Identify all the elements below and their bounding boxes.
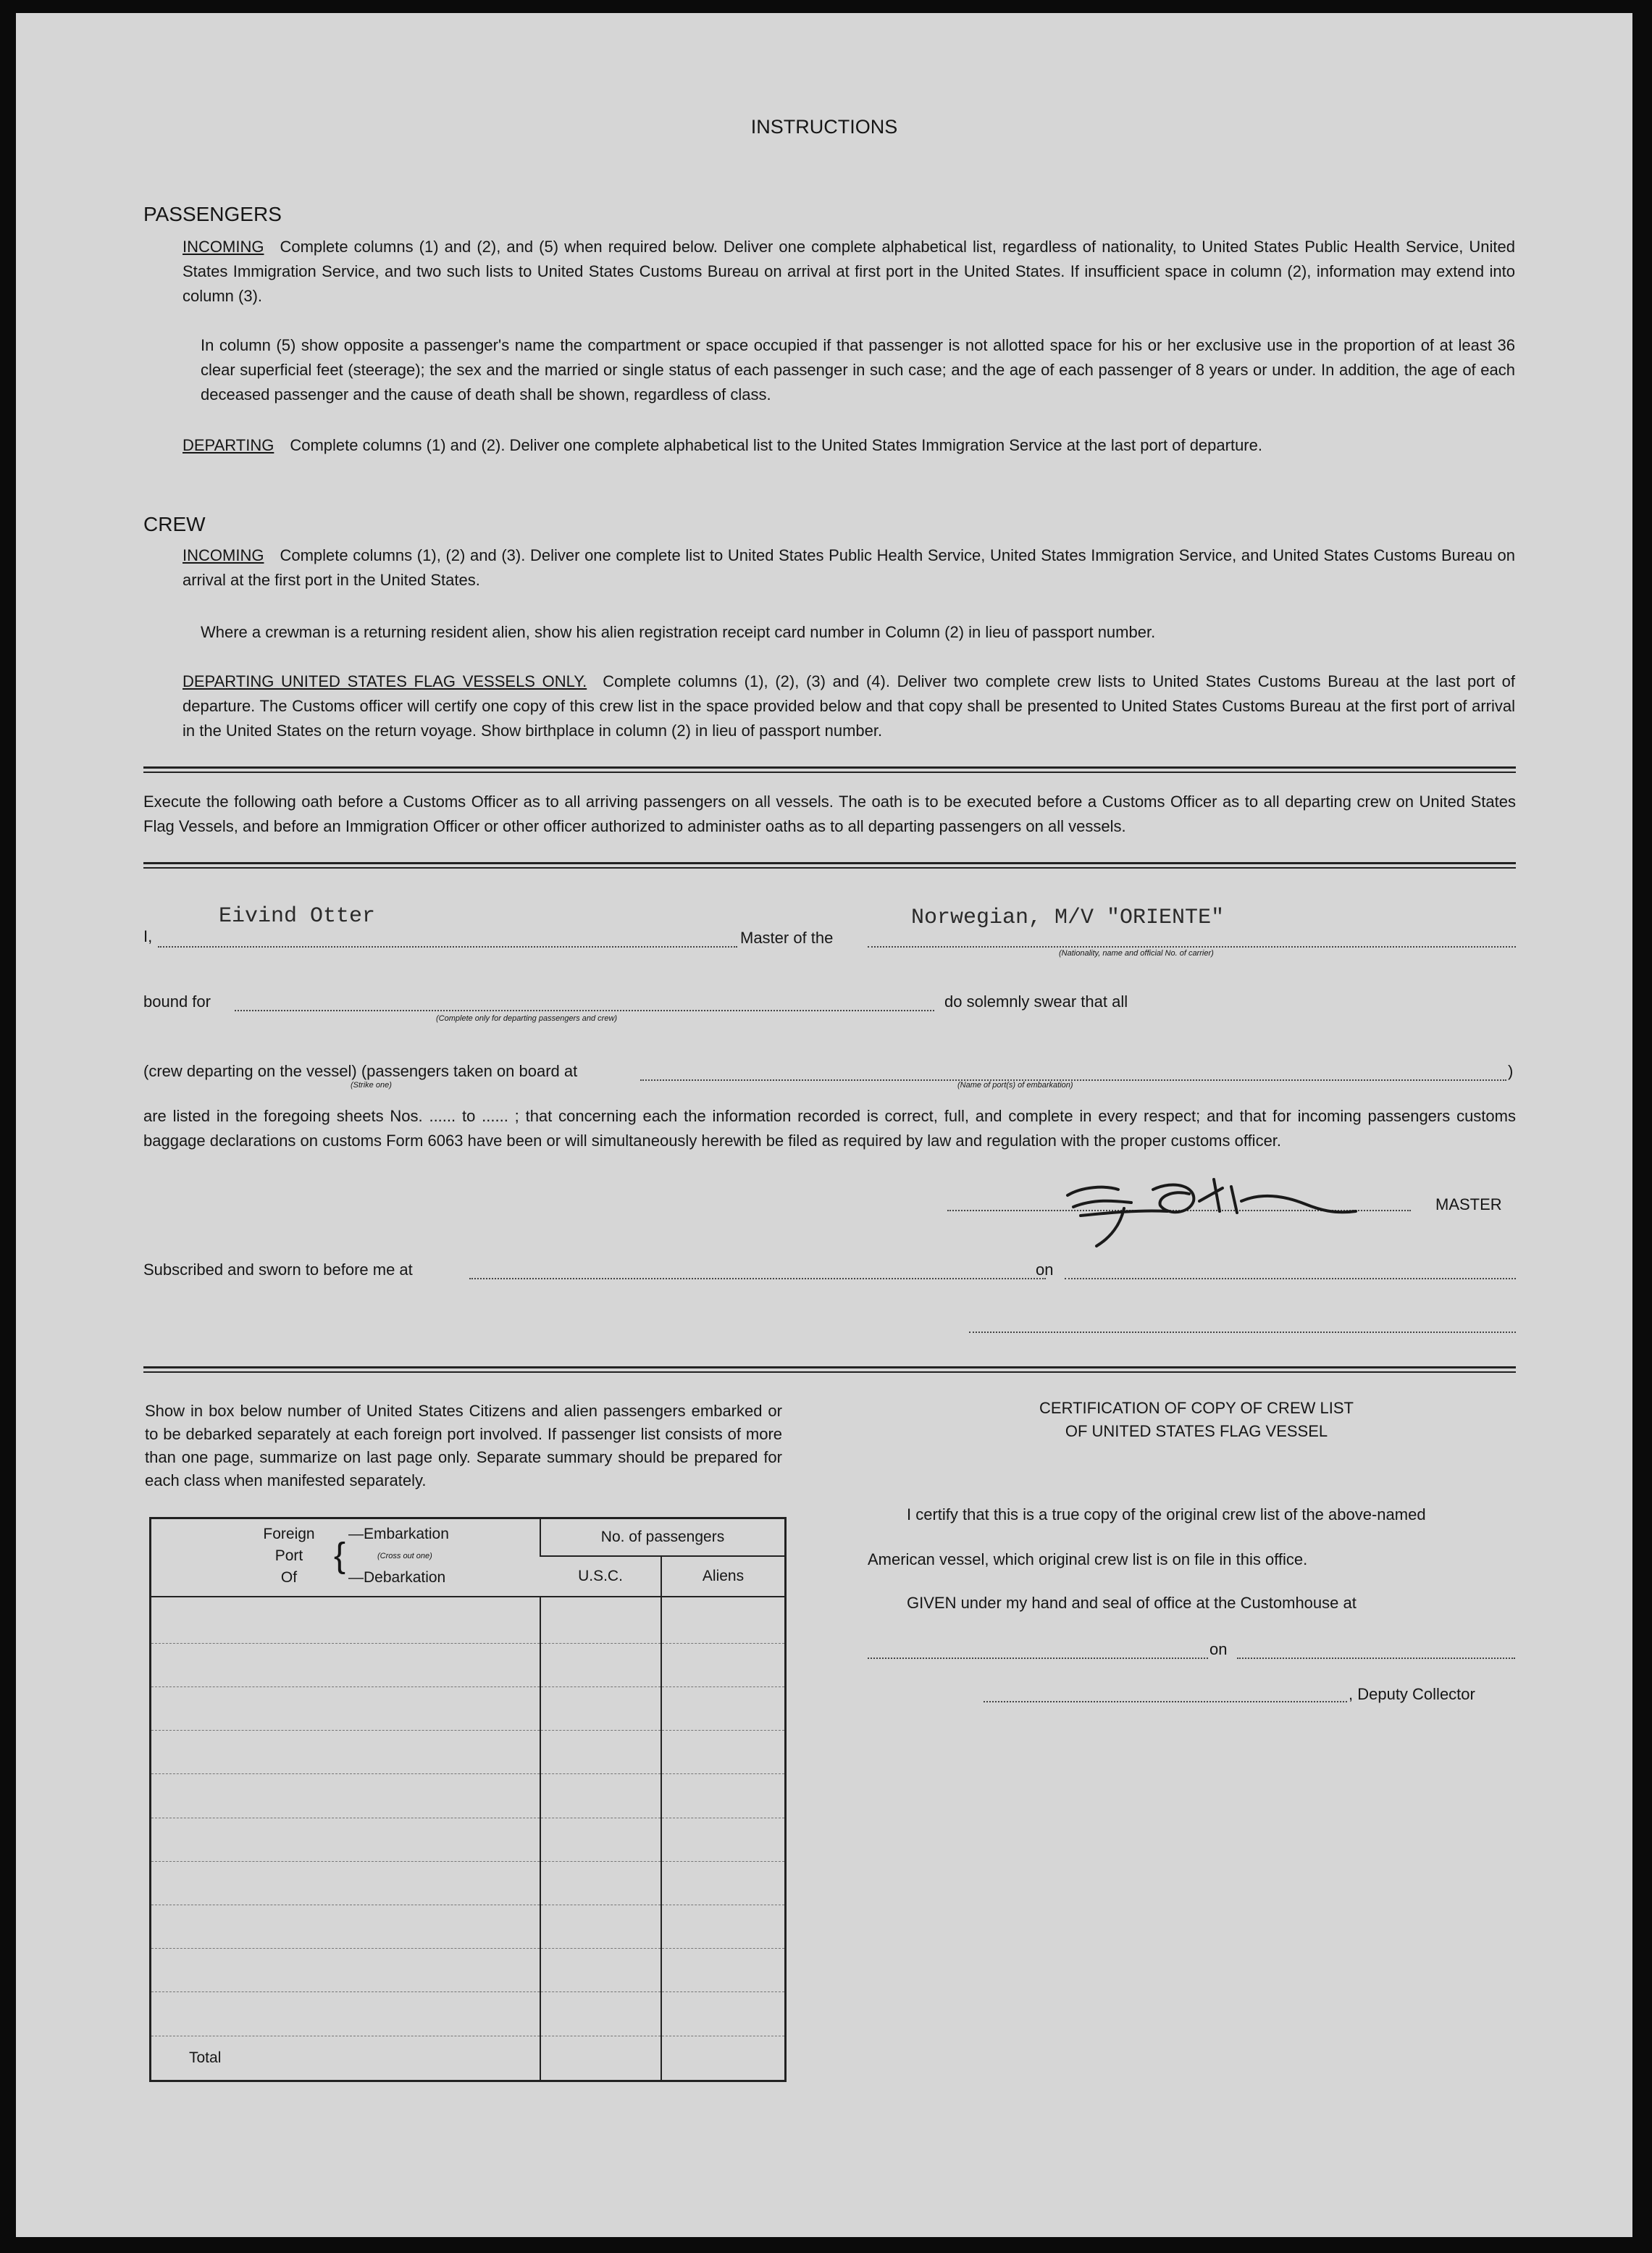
- crew-departing-label: DEPARTING UNITED STATES FLAG VESSELS ONLY.: [183, 672, 587, 690]
- form-sheet: [16, 13, 1632, 2237]
- no-of-passengers-header: No. of passengers: [540, 1518, 786, 1556]
- departing-label: DEPARTING: [183, 436, 274, 454]
- strike-one-caption: (Strike one): [351, 1081, 392, 1090]
- table-row: [151, 1687, 786, 1731]
- solemnly-swear-label: do solemnly swear that all: [944, 992, 1128, 1011]
- total-label: Total: [189, 2049, 222, 2066]
- deputy-collector-label: , Deputy Collector: [1349, 1685, 1475, 1703]
- cert-date-line: [1237, 1658, 1515, 1659]
- form-title: INSTRUCTIONS: [750, 116, 898, 138]
- deputy-collector-line: [984, 1701, 1347, 1702]
- subscribed-date-line: [1065, 1278, 1516, 1279]
- table-row: [151, 1731, 786, 1774]
- crew-incoming-label: INCOMING: [183, 546, 264, 564]
- certify-text-3: GIVEN under my hand and seal of office at the Customhouse at: [907, 1594, 1357, 1612]
- officer-signature-line: [969, 1332, 1516, 1333]
- cert-on-label: on: [1209, 1640, 1228, 1658]
- port-header-cell: [151, 1518, 541, 1597]
- master-label: MASTER: [1435, 1195, 1502, 1213]
- brace: {: [334, 1537, 346, 1575]
- table-row: [151, 1905, 786, 1949]
- divider-1: [143, 766, 1516, 773]
- on-label: on: [1036, 1261, 1054, 1279]
- certify-text-2: American vessel, which original crew list is on file in this office.: [868, 1550, 1308, 1568]
- oath-i-label: I,: [143, 927, 153, 945]
- aliens-header: Aliens: [661, 1556, 786, 1597]
- incoming-text: Complete columns (1) and (2), and (5) when required below. Deliver one complete alphabetical list, regardless of nationality, to United States Public Health Service, United States Immigration Service, and two such lists to United States Customs Bureau on arrival at first port in the United States. If insufficient space in column (2), information may extend into column (3).: [183, 238, 1515, 305]
- summary-instructions: Show in box below number of United States Citizens and alien passengers embarked or to be debarked separately at each foreign port involved. If passenger list consists of more than one page, summarize on last page only. Separate summary should be prepared for each class when manifested separately.: [145, 1402, 782, 1489]
- cert-place-line: [868, 1658, 1208, 1659]
- section-passengers: PASSENGERS: [143, 203, 282, 225]
- bound-for-line: [235, 1010, 934, 1011]
- closing-paren: ): [1508, 1062, 1514, 1080]
- certify-text-1: I certify that this is a true copy of the original crew list of the above-named: [907, 1505, 1426, 1523]
- embarkation-options: —Embarkation (Cross out one) —Debarkation: [348, 1526, 449, 1586]
- bound-for-label: bound for: [143, 992, 211, 1011]
- master-signature: [1052, 1158, 1385, 1252]
- ports-caption: (Name of port(s) of embarkation): [957, 1081, 1073, 1090]
- total-row: [151, 2036, 786, 2081]
- master-name-value: Eivind Otter: [219, 904, 376, 929]
- table-row: [151, 1818, 786, 1861]
- table-row: [151, 1600, 786, 1643]
- crew-passengers-label: (crew departing on the vessel) (passengers taken on board at: [143, 1062, 578, 1080]
- passengers-departing: [183, 433, 1515, 458]
- subscribed-place-line: [469, 1278, 1046, 1279]
- table-row: [151, 1643, 786, 1686]
- vessel-value: Norwegian, M/V "ORIENTE": [911, 906, 1225, 930]
- oath-instructions: Execute the following oath before a Customs Officer as to all arriving passengers on all vessels. The oath is to be executed before a Customs Officer as to all departing crew on United States Flag Vessels, and before an Immigration Officer or other officer authorized to administer oaths as to all departing passengers on all vessels.: [143, 793, 1516, 835]
- subscribed-label: Subscribed and sworn to before me at: [143, 1261, 413, 1279]
- passengers-incoming: [183, 235, 1515, 309]
- section-crew: CREW: [143, 513, 206, 535]
- divider-3: [143, 1366, 1516, 1373]
- crew-departing-text: Complete columns (1), (2), (3) and (4). Deliver two complete crew lists to United States Customs Bureau at the last port of departure. The Customs officer will certify one copy of this crew list in the space provided below and that copy shall be presented to United States Customs Bureau at the first port of arrival in the United States on the return voyage. Show birthplace in column (2) in lieu of passport number.: [183, 672, 1515, 740]
- oath-body: are listed in the foregoing sheets Nos. ...... to ...... ; that concerning each the information recorded is correct, full, and complete in every respect; and that for incoming passengers customs baggage declarations on customs Form 6063 have been or will simultaneously herewith be filed as required by law and regulation with the proper customs officer.: [143, 1107, 1516, 1150]
- usc-header: U.S.C.: [578, 1567, 623, 1584]
- incoming-label: INCOMING: [183, 238, 264, 256]
- ports-line: [640, 1079, 1506, 1081]
- departing-text: Complete columns (1) and (2). Deliver one complete alphabetical list to the United States Immigration Service at the last port of departure.: [290, 436, 1262, 454]
- passenger-summary-table: [149, 1517, 787, 2082]
- crew-departing-us-flag: [183, 669, 1515, 743]
- table-row: [151, 1861, 786, 1905]
- divider-2: [143, 862, 1516, 869]
- table-row: [151, 1992, 786, 2036]
- table-row: [151, 1949, 786, 1992]
- crew-incoming: [183, 543, 1515, 593]
- crew-incoming-text: Complete columns (1), (2) and (3). Deliver one complete list to United States Public Health Service, United States Immigration Service, and United States Customs Bureau on arrival at the first port in the United States.: [183, 546, 1515, 589]
- vessel-caption: (Nationality, name and official No. of carrier): [1059, 949, 1214, 958]
- master-of-label: Master of the: [740, 929, 834, 947]
- foreign-port-of: Foreign Port Of: [263, 1526, 315, 1586]
- vessel-line: [868, 946, 1516, 948]
- crew-resident-alien-note: Where a crewman is a returning resident alien, show his alien registration receipt card number in Column (2) in lieu of passport number.: [201, 623, 1156, 641]
- table-row: [151, 1774, 786, 1818]
- certification-title: CERTIFICATION OF COPY OF CREW LIST OF UNITED STATES FLAG VESSEL: [1039, 1399, 1354, 1440]
- master-name-line: [158, 946, 737, 948]
- bound-for-caption: (Complete only for departing passengers and crew): [436, 1014, 618, 1023]
- passengers-column5-note: In column (5) show opposite a passenger's name the compartment or space occupied if that passenger is not allotted space for his or her exclusive use in the proportion of at least 36 clear superficial feet (steerage); the sex and the married or single status of each passenger in such case; and the age of each passenger of 8 years or under. In addition, the age of each deceased passenger and the cause of death shall be shown, regardless of class.: [201, 336, 1515, 404]
